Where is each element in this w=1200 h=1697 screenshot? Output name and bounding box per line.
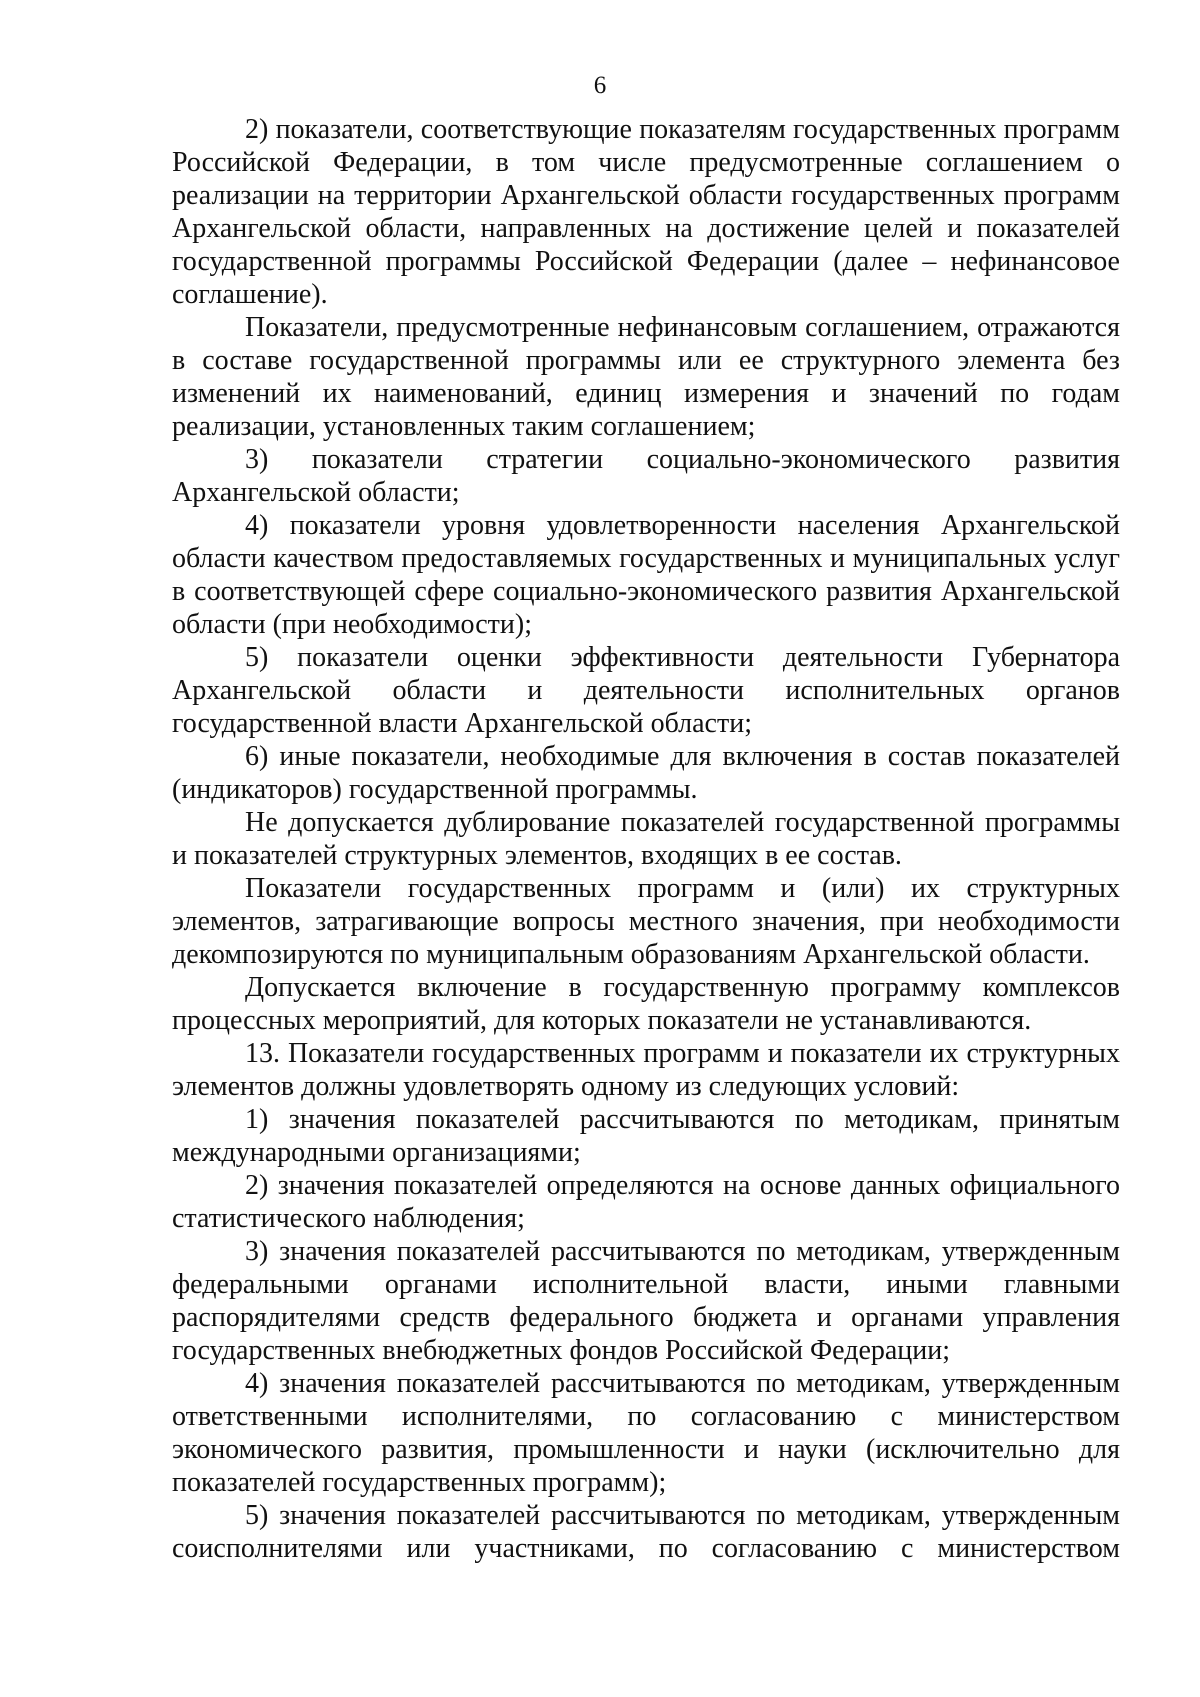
paragraph-no-duplication: Не допускается дублирование показателей государственной программы и показателей структурных элементов, входящих в ее состав.: [172, 807, 1120, 871]
paragraph-item-3: 3) показатели стратегии социально-экономического развития Архангельской области;: [172, 444, 1120, 508]
paragraph-item-6: 6) иные показатели, необходимые для включения в состав показателей (индикаторов) государственной программы.: [172, 741, 1120, 805]
document-body: [172, 113, 1120, 1565]
paragraph-condition-4: 4) значения показателей рассчитываются по методикам, утвержденным ответственными исполнителями, по согласованию с министерством экономического развития, промышленности и науки (исключительно для показателей государственных программ);: [172, 1368, 1120, 1498]
paragraph-item-4: 4) показатели уровня удовлетворенности населения Архангельской области качеством предоставляемых государственных и муниципальных услуг в соответствующей сфере социально-экономического развития Архангельской области (при необходимости);: [172, 510, 1120, 640]
paragraph-condition-3: 3) значения показателей рассчитываются по методикам, утвержденным федеральными органами исполнительной власти, иными главными распорядителями средств федерального бюджета и органами управления государственных внебюджетных фондов Российской Федерации;: [172, 1236, 1120, 1366]
paragraph-condition-5: 5) значения показателей рассчитываются по методикам, утвержденным соисполнителями или участниками, по согласованию с министерством: [172, 1500, 1120, 1564]
paragraph-decomposition: Показатели государственных программ и (или) их структурных элементов, затрагивающие вопросы местного значения, при необходимости декомпозируются по муниципальным образованиям Архангельской области.: [172, 873, 1120, 970]
paragraph-condition-1: 1) значения показателей рассчитываются по методикам, принятым международными организациями;: [172, 1104, 1120, 1168]
paragraph-process-complexes: Допускается включение в государственную программу комплексов процессных мероприятий, для которых показатели не устанавливаются.: [172, 972, 1120, 1036]
paragraph-item-5: 5) показатели оценки эффективности деятельности Губернатора Архангельской области и деятельности исполнительных органов государственной власти Архангельской области;: [172, 642, 1120, 739]
page-number: 6: [593, 72, 607, 99]
paragraph-condition-2: 2) значения показателей определяются на основе данных официального статистического наблюдения;: [172, 1170, 1120, 1234]
paragraph-item-2: 2) показатели, соответствующие показателям государственных программ Российской Федерации, в том числе предусмотренные соглашением о реализации на территории Архангельской области государственных программ Архангельской области, направленных на достижение целей и показателей государственной программы Российской Федерации (далее – нефинансовое соглашение).: [172, 114, 1120, 310]
paragraph-section-13: 13. Показатели государственных программ и показатели их структурных элементов должны удовлетворять одному из следующих условий:: [172, 1038, 1120, 1102]
paragraph-nonfinancial-agreement-indicators: Показатели, предусмотренные нефинансовым соглашением, отражаются в составе государственной программы или ее структурного элемента без изменений их наименований, единиц измерения и значений по годам реализации, установленных таким соглашением;: [172, 312, 1120, 442]
